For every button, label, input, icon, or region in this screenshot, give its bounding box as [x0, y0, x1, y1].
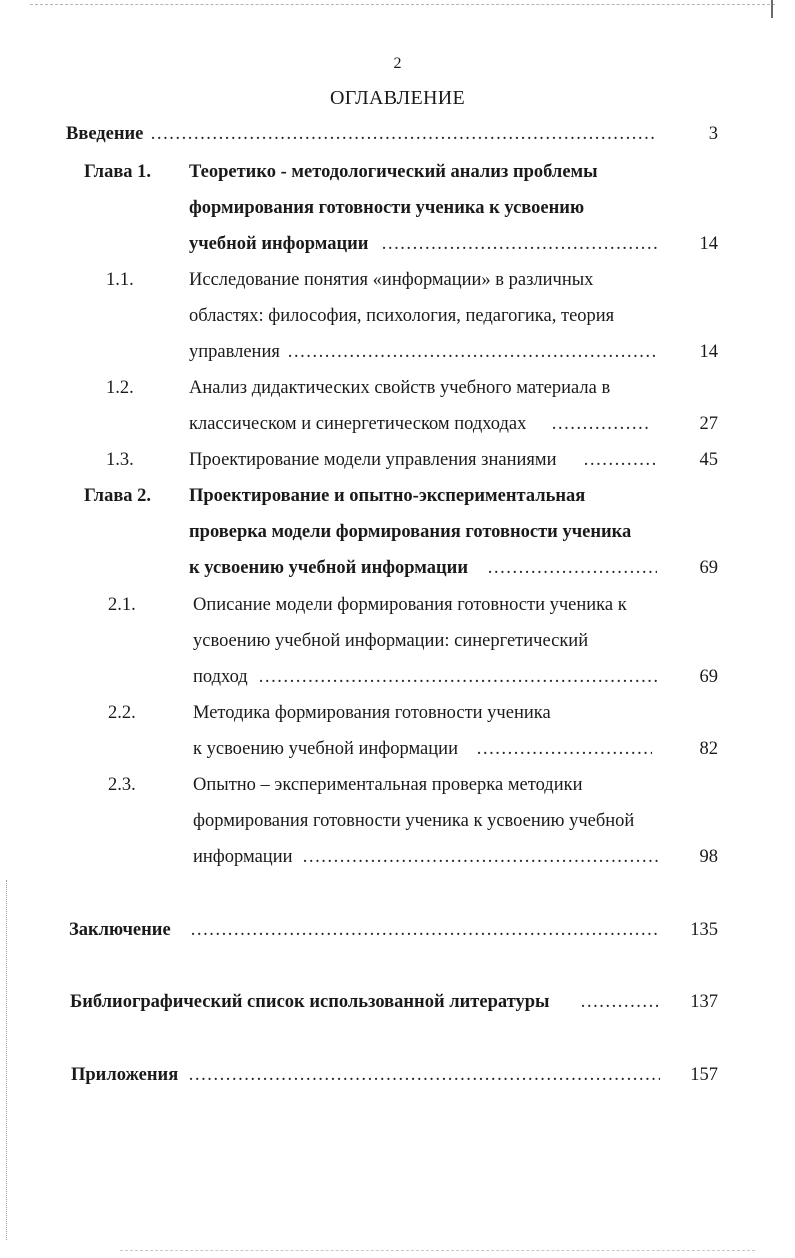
toc-s11-page: 14	[699, 342, 718, 362]
toc-s23-line: формирования готовности ученика к усвоению учебной	[193, 811, 635, 831]
toc-entry-1-1-end	[0, 334, 795, 370]
toc-entry-bibliography	[0, 984, 795, 1020]
toc-entry-chapter-1	[0, 154, 795, 190]
toc-s13-number: 1.3.	[106, 450, 134, 470]
toc-leader	[258, 659, 657, 695]
toc-entry-2-3-cont	[0, 803, 795, 839]
toc-s22-number: 2.2.	[108, 703, 136, 723]
toc-ch1-page: 14	[699, 234, 718, 254]
toc-entry-2-2	[0, 695, 795, 731]
toc-appendix-page: 157	[690, 1065, 718, 1085]
toc-ch1-number: Глава 1.	[84, 162, 152, 182]
toc-bibliography-page: 137	[690, 992, 718, 1012]
page-number: 2	[393, 55, 402, 72]
scan-edge-bottom	[120, 1250, 755, 1251]
toc-leader	[188, 1057, 660, 1093]
toc-s12-page: 27	[699, 414, 718, 434]
toc-s21-number: 2.1.	[108, 595, 136, 615]
toc-ch2-line: к усвоению учебной информации	[189, 558, 468, 578]
toc-entry-1-2-end	[0, 406, 795, 442]
scan-edge-top	[30, 4, 775, 5]
toc-leader	[580, 984, 660, 1020]
toc-leader	[302, 839, 658, 875]
toc-leader	[381, 226, 657, 262]
toc-leader	[487, 550, 657, 586]
toc-intro-page: 3	[708, 124, 718, 144]
toc-conclusion-page: 135	[690, 920, 718, 940]
toc-s23-line: информации	[193, 847, 293, 867]
toc-ch2-page: 69	[699, 558, 718, 578]
toc-bibliography-label: Библиографический список использованной литературы	[70, 992, 550, 1012]
toc-s21-line: Описание модели формирования готовности ученика к	[193, 595, 627, 615]
toc-s11-line: управления	[189, 342, 280, 362]
toc-entry-1-2	[0, 370, 795, 406]
toc-ch2-number: Глава 2.	[84, 486, 152, 506]
toc-leader	[287, 334, 657, 370]
toc-entry-conclusion	[0, 912, 795, 948]
toc-s13-line: Проектирование модели управления знаниями	[189, 450, 557, 470]
scan-edge-right	[771, 0, 773, 18]
toc-entry-2-1-cont	[0, 623, 795, 659]
toc-entry-2-3-end	[0, 839, 795, 875]
toc-s21-line: подход	[193, 667, 248, 687]
toc-entry-chapter-2	[0, 478, 795, 514]
toc-leader	[476, 731, 652, 767]
toc-appendix-label: Приложения	[71, 1065, 179, 1085]
toc-s22-line: Методика формирования готовности ученика	[193, 703, 551, 723]
toc-entry-chapter-2-cont	[0, 514, 795, 550]
toc-entry-1-1	[0, 262, 795, 298]
toc-leader	[190, 912, 660, 948]
toc-entry-appendix	[0, 1057, 795, 1093]
toc-s11-number: 1.1.	[106, 270, 134, 290]
toc-s11-line: Исследование понятия «информации» в различных	[189, 270, 594, 290]
toc-entry-2-1-end	[0, 659, 795, 695]
toc-s12-line: классическом и синергетическом подходах	[189, 414, 527, 434]
toc-ch1-line: формирования готовности ученика к усвоению	[189, 198, 585, 218]
toc-s21-line: усвоению учебной информации: синергетический	[193, 631, 589, 651]
toc-entry-chapter-1-cont	[0, 190, 795, 226]
toc-entry-chapter-2-end	[0, 550, 795, 586]
toc-s12-number: 1.2.	[106, 378, 134, 398]
toc-entry-2-3	[0, 767, 795, 803]
toc-s23-page: 98	[699, 847, 718, 867]
toc-s22-page: 82	[699, 739, 718, 759]
toc-entry-1-1-cont	[0, 298, 795, 334]
toc-entry-2-1	[0, 587, 795, 623]
toc-entry-intro	[0, 116, 795, 152]
toc-leader	[583, 442, 657, 478]
toc-entry-chapter-1-end	[0, 226, 795, 262]
toc-leader	[551, 406, 651, 442]
toc-leader	[150, 116, 656, 152]
toc-s13-page: 45	[699, 450, 718, 470]
toc-s23-line: Опытно – экспериментальная проверка методики	[193, 775, 583, 795]
toc-conclusion-label: Заключение	[69, 920, 171, 940]
toc-ch1-line: учебной информации	[189, 234, 369, 254]
page-title: ОГЛАВЛЕНИЕ	[330, 87, 465, 109]
toc-s12-line: Анализ дидактических свойств учебного материала в	[189, 378, 611, 398]
toc-s21-page: 69	[699, 667, 718, 687]
toc-intro-label: Введение	[66, 124, 144, 144]
toc-ch2-line: Проектирование и опытно-экспериментальная	[189, 486, 586, 506]
toc-s23-number: 2.3.	[108, 775, 136, 795]
toc-entry-2-2-end	[0, 731, 795, 767]
toc-ch2-line: проверка модели формирования готовности ученика	[189, 522, 632, 542]
toc-s11-line: областях: философия, психология, педагогика, теория	[189, 306, 615, 326]
toc-entry-1-3	[0, 442, 795, 478]
toc-ch1-line: Теоретико - методологический анализ проблемы	[189, 162, 598, 182]
toc-s22-line: к усвоению учебной информации	[193, 739, 458, 759]
